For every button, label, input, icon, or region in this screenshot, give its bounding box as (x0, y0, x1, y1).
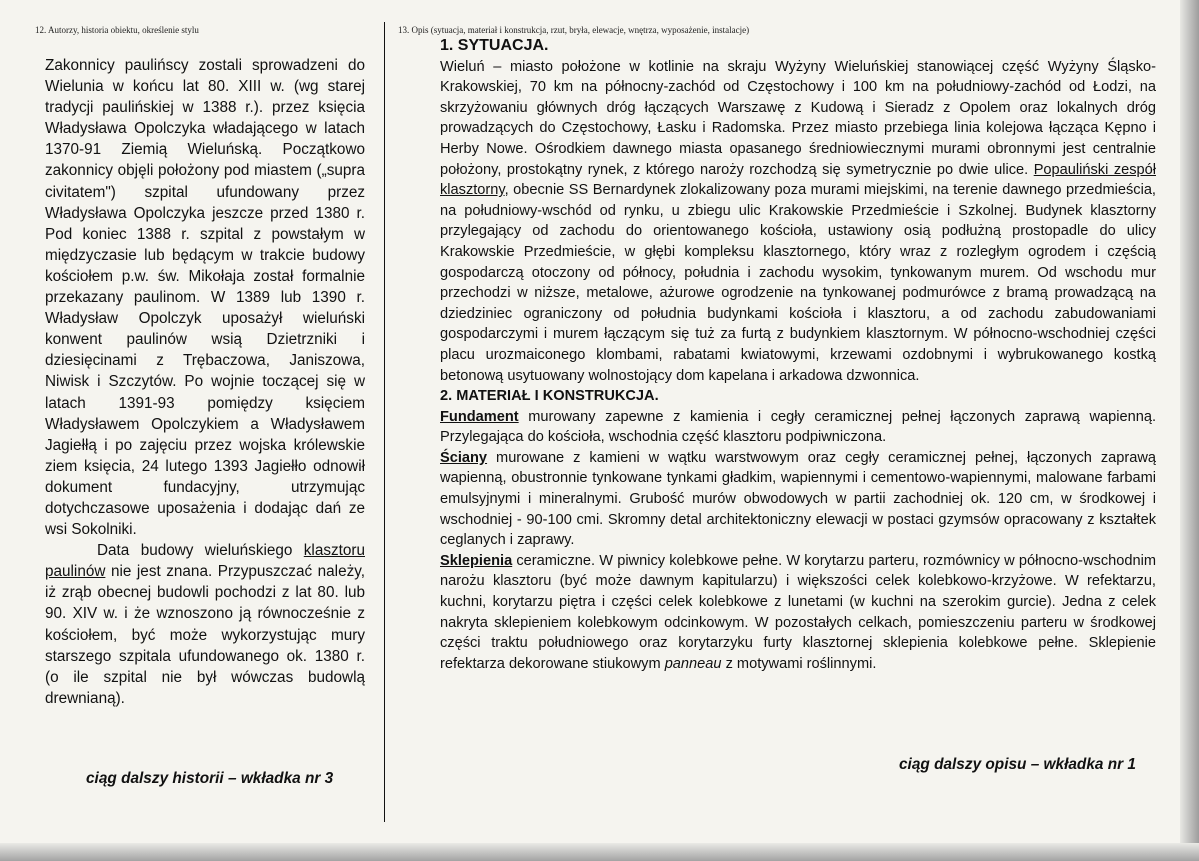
history-paragraph-2-start: Data budowy wieluńskiego (97, 542, 304, 560)
column-divider (384, 22, 385, 822)
history-paragraph-1: Zakonnicy paulińscy zostali sprowadzeni do Wielunia w końcu lat 80. XIII w. (wg starej tradycji paulińskiej w 1388 r.). przez księcia Władysława Opolczyka władającego w latach 1370-91 Ziemią Wieluńską. Początkowo zakonnicy objęli położony pod miastem („supra civitatem") szpital ufundowany przez Władysława Opolczyka jeszcze przed 1380 r. Pod koniec 1388 r. szpital z powstałym w międzyczasie lub będącym w trakcie budowy kościołem p.w. św. Mikołaja został formalnie przekazany paulinom. W 1389 lub 1390 r. Władysław Opolczyk uposażył wieluński konwent paulinów wsią Dzietrzniki i dziesięcinami z Trębaczowa, Janiszowa, Niwisk i Szczytów. Po wojnie toczącej się w latach 1391-93 pomiędzy księciem Władysławem Opolczykiem a Władysławem Jagiełłą i po zajęciu przez wojska królewskie ziem księcia, 24 lutego 1393 Jagiełło odnowił dokument fundacyjny, utrzymując dotychczasowe uposażenia i dodając dań ze wsi Sokolniki. (45, 57, 365, 539)
history-paragraph-2 (45, 540, 365, 709)
foundation-paragraph (440, 407, 1156, 448)
history-continuation-note: ciąg dalszy historii – wkładka nr 3 (86, 770, 334, 787)
walls-label: Ściany (440, 449, 488, 466)
walls-paragraph (440, 448, 1156, 551)
vaults-text-start: ceramiczne. W piwnicy kolebkowe pełne. W korytarzu parteru, rozmównicy w północno-wschodnim narożu klasztoru (być może dawnym kapitularzu) i większości celek kolebkowo-krzyżowe. W refektarzu, kuchni, korytarzu piętra i części celek kolebkowe z lunetami (w kuchni na szerokim gurcie). Jedna z celek nakryta sklepieniem kolebkowym odcinkowym. W pozostałych celkach, pomieszczeniu parteru w środkowej części traktu południowego oraz korytarzyku furty klasztornej sklepienia kolebkowe pełne. Sklepienie refektarza dekorowane stiukowym (440, 552, 1156, 672)
left-column-header: 12. Autorzy, historia obiektu, określenie stylu (35, 25, 199, 35)
situation-text-start: Wieluń – miasto położone w kotlinie na skraju Wyżyny Wieluńskiej stanowiącej część Wyżyny Śląsko-Krakowskiej, 70 km na północny-zachód od Częstochowy i 100 km na południowy-zachód od Łodzi, na skrzyżowaniu głównych dróg łączących Warszawę z Kudową i Sieradz z Opolem oraz lokalnych dróg prowadzących do Częstochowy, Łasku i Radomska. Przez miasto przebiega linia kolejowa łącząca Kępno i Herby Nowe. Ośrodkiem dawnego miasta opasanego średniowiecznymi murami obronnymi jest centralnie położony, prostokątny rynek, z którego naroży rozchodzą się symetrycznie po dwie ulice. (440, 58, 1156, 178)
history-paragraph-2-end: nie jest znana. Przypuszczać należy, iż zrąb obecnej budowli pochodzi z lat 80. lub 90. XIV w. i że wznoszono ją równocześnie z kościołem, być może wykorzystując mury starszego szpitala ufundowanego ok. 1380 r. (o ile szpital nie był wówczas budowlą drewnianą). (45, 563, 365, 707)
page-edge-shadow-bottom (0, 843, 1199, 861)
history-column (45, 55, 365, 709)
page-edge-shadow-right (1180, 0, 1199, 861)
situation-paragraph (440, 57, 1156, 387)
monastery-complex-link-text: Popauliński zespół klasztorny (440, 161, 1156, 199)
monastery-link-text: klasztoru paulinów (45, 542, 365, 581)
section-1-title: 1. SYTUACJA. (440, 37, 549, 54)
vaults-paragraph (440, 551, 1156, 675)
right-column-header: 13. Opis (sytuacja, materiał i konstrukcja, rzut, bryła, elewacje, wnętrza, wyposażenie, instalacje) (398, 25, 750, 35)
vaults-italic-term: panneau (664, 655, 722, 672)
foundation-label: Fundament (440, 408, 519, 425)
situation-text-end: , obecnie SS Bernardynek zlokalizowany poza murami miejskimi, na terenie dawnego przedmieścia, na południowy-wschód od rynku, u zbiegu ulic Krakowskie Przedmieście i Szkolnej. Budynek klasztorny przylegający od zachodu do orientowanego kościoła, ustawiony osią podłużną prostopadle do ulicy Krakowskie Przedmieście, w głębi kompleksu klasztornego, który wraz z rozległym ogrodem i częścią gospodarczą otoczony od północy, południa i zachodu wysokim, tynkowanym murem. Od wschodu mur przechodzi w niższe, metalowe, ażurowe ogrodzenie na tynkowanej podmurówce z bramą prowadzącą na dziedziniec ograniczony od południa budynkami kościoła i klasztoru, a od zachodu zabudowaniami gospodarczymi i murem łączącym się tuż za furtą z budynkiem klasztornym. W północno-wschodniej części placu urozmaiconego klombami, rabatami kwiatowymi, krzewami ozdobnymi i wybrukowanego kostką betonową usytuowany wolnostojący dom kapelana i arkadowa dzwonnica. (440, 182, 1156, 384)
walls-text: murowane z kamieni w wątku warstwowym oraz cegły ceramicznej pełnej, łączonych zaprawą wapienną, obustronnie tynkowane tynkami gładkim, wapiennymi i cementowo-wapiennymi, malowane farbami emulsyjnymi i mineralnymi. Grubość murów obwodowych w partii zachodniej ok. 120 cm, w środkowej i wschodniej - 90-100 cmi. Skromny detal architektoniczny elewacji w postaci gzymsów opracowany z kształtek ceglanych i zaprawy. (440, 449, 1156, 549)
vaults-label: Sklepienia (440, 552, 513, 569)
description-continuation-note: ciąg dalszy opisu – wkładka nr 1 (899, 756, 1136, 773)
section-2-title: 2. MATERIAŁ I KONSTRUKCJA. (440, 388, 659, 405)
foundation-text: murowany zapewne z kamienia i cegły ceramicznej pełnej łączonych zaprawą wapienną. Przylegająca do kościoła, wschodnia część klasztoru podpiwniczona. (440, 408, 1156, 446)
vaults-text-end: z motywami roślinnymi. (721, 655, 877, 672)
description-column (440, 36, 1156, 674)
